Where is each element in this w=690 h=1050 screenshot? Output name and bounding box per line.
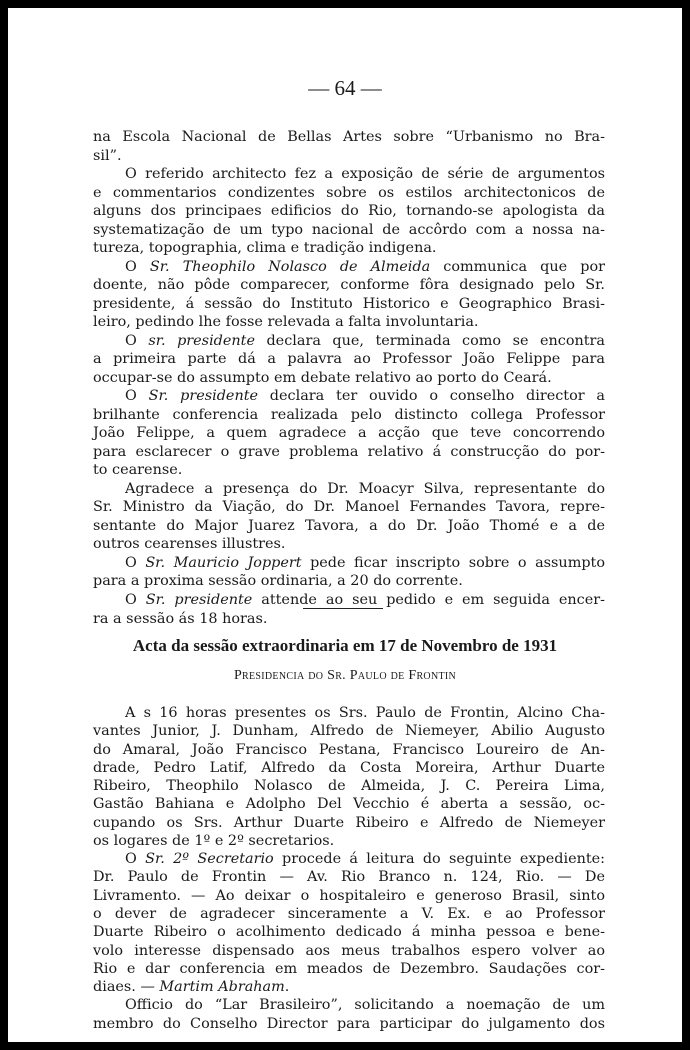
- line-segment: communica que por: [430, 258, 605, 275]
- italic-text: Sr. Theophilo Nolasco de Almeida: [149, 258, 431, 275]
- text-line: Gastão Bahiana e Adolpho Del Vecchio é aberta a sessão, oc-: [93, 796, 605, 813]
- text-line: [93, 978, 605, 996]
- italic-text: sr. presidente: [148, 332, 255, 349]
- text-line: do Amaral, João Francisco Pestana, Francisco Loureiro de An-: [93, 741, 605, 758]
- text-line: [125, 332, 605, 350]
- text-line: alguns dos principaes edificios do Rio, tornando-se apologista da: [93, 203, 605, 220]
- line-segment: .: [284, 979, 290, 996]
- text-line: [125, 850, 605, 868]
- text-line: doente, não pôde comparecer, conforme fôra designado pelo Sr.: [93, 277, 605, 294]
- line-segment: attende ao seu pedido e em seguida encer-: [252, 592, 605, 608]
- line-segment: O: [125, 851, 146, 868]
- line-segment: O: [125, 258, 150, 275]
- text-line: para esclarecer o grave problema relativo á construcção do por-: [93, 443, 605, 460]
- italic-text: Sr. 2º Secretario: [145, 851, 274, 868]
- text-line: Ribeiro, Theophilo Nolasco de Almeida, J. C. Pereira Lima,: [93, 778, 605, 795]
- text-line: presidente, á sessão do Instituto Historico e Geographico Brasi-: [93, 295, 605, 312]
- page-number: — 64 —: [308, 76, 382, 100]
- document-page: [8, 8, 682, 1042]
- text-line: [125, 591, 605, 609]
- section-title: Acta da sessão extraordinaria em 17 de Novembro de 1931: [132, 636, 558, 655]
- text-line: Rio e dar conferencia em meados de Dezembro. Saudações cor-: [93, 960, 605, 977]
- italic-text: Martim Abraham: [159, 979, 285, 996]
- text-line: na Escola Nacional de Bellas Artes sobre “Urbanismo no Bra-: [93, 129, 605, 145]
- section-divider: [303, 608, 383, 609]
- text-line: to cearense.: [93, 462, 183, 479]
- text-line: O referido architecto fez a exposição de série de argumentos: [125, 166, 605, 183]
- text-line: volo interesse dispensado aos meus trabalhos espero volver ao: [93, 942, 605, 959]
- text-line: drade, Pedro Latif, Alfredo da Costa Moreira, Arthur Duarte: [93, 759, 605, 776]
- line-segment: declara que, terminada como se encontra: [254, 332, 605, 349]
- italic-text: Sr. presidente: [145, 592, 253, 608]
- line-segment: procede á leitura do seguinte expediente:: [273, 851, 606, 868]
- text-line: Livramento. — Ao deixar o hospitaleiro e generoso Brasil, sinto: [93, 887, 605, 904]
- line-segment: O: [125, 554, 146, 571]
- line-segment: O: [125, 388, 149, 405]
- text-line: A s 16 horas presentes os Srs. Paulo de Frontin, Alcino Cha-: [125, 705, 605, 721]
- text-line: a primeira parte dá a palavra ao Professor João Felippe para: [93, 351, 605, 368]
- text-line: brilhante conferencia realizada pelo distincto collega Professor: [93, 406, 605, 423]
- text-line: Agradece a presença do Dr. Moacyr Silva, representante do: [125, 480, 605, 497]
- italic-text: Sr. presidente: [148, 388, 259, 405]
- text-line: membro do Conselho Director para participar do julgamento dos: [93, 1015, 605, 1032]
- text-line: João Felippe, a quem agradece a acção que teve concorrendo: [93, 425, 605, 442]
- text-line: [125, 554, 605, 572]
- text-line: o dever de agradecer sinceramente a V. Ex. e ao Professor: [93, 905, 605, 922]
- text-line: ra a sessão ás 18 horas.: [93, 610, 268, 627]
- text-line: occupar-se do assumpto em debate relativo ao porto do Ceará.: [93, 369, 552, 386]
- text-line: e commentarios condizentes sobre os estilos architectonicos de: [93, 184, 605, 201]
- text-line: leiro, pedindo lhe fosse relevada a falta involuntaria.: [93, 314, 479, 331]
- text-line: outros cearenses illustres.: [93, 536, 286, 553]
- section-subtitle: Presidencia do Sr. Paulo de Frontin: [233, 668, 457, 683]
- text-line: cupando os Srs. Arthur Duarte Ribeiro e Alfredo de Niemeyer: [93, 814, 605, 831]
- text-line: systematização de um typo nacional de accôrdo com a nossa na-: [93, 221, 605, 238]
- text-line: para a proxima sessão ordinaria, a 20 do corrente.: [93, 573, 463, 590]
- line-segment: declara ter ouvido o conselho director a: [258, 388, 605, 405]
- text-line: Duarte Ribeiro o acolhimento dedicado á minha pessoa e bene-: [93, 924, 605, 941]
- text-line: Dr. Paulo de Frontin — Av. Rio Branco n. 124, Rio. — De: [93, 869, 605, 886]
- text-line: Officio do “Lar Brasileiro”, solicitando a noemação de um: [125, 997, 605, 1014]
- line-segment: pede ficar inscripto sobre o assumpto: [301, 554, 605, 571]
- line-segment: diaes. —: [93, 979, 160, 996]
- text-line: vantes Junior, J. Dunham, Alfredo de Niemeyer, Abilio Augusto: [93, 723, 605, 740]
- text-line: os logares de 1º e 2º secretarios.: [93, 832, 335, 849]
- text-line: sil”.: [93, 147, 122, 164]
- text-line: tureza, topographia, clima e tradição indigena.: [93, 240, 437, 257]
- line-segment: O: [125, 592, 146, 608]
- text-line: sentante do Major Juarez Tavora, a do Dr. João Thomé e a de: [93, 517, 605, 534]
- text-line: [125, 387, 605, 405]
- text-line: [125, 258, 605, 276]
- italic-text: Sr. Mauricio Joppert: [145, 554, 302, 571]
- text-line: Sr. Ministro da Viação, do Dr. Manoel Fernandes Tavora, repre-: [93, 499, 605, 516]
- line-segment: O: [125, 332, 149, 349]
